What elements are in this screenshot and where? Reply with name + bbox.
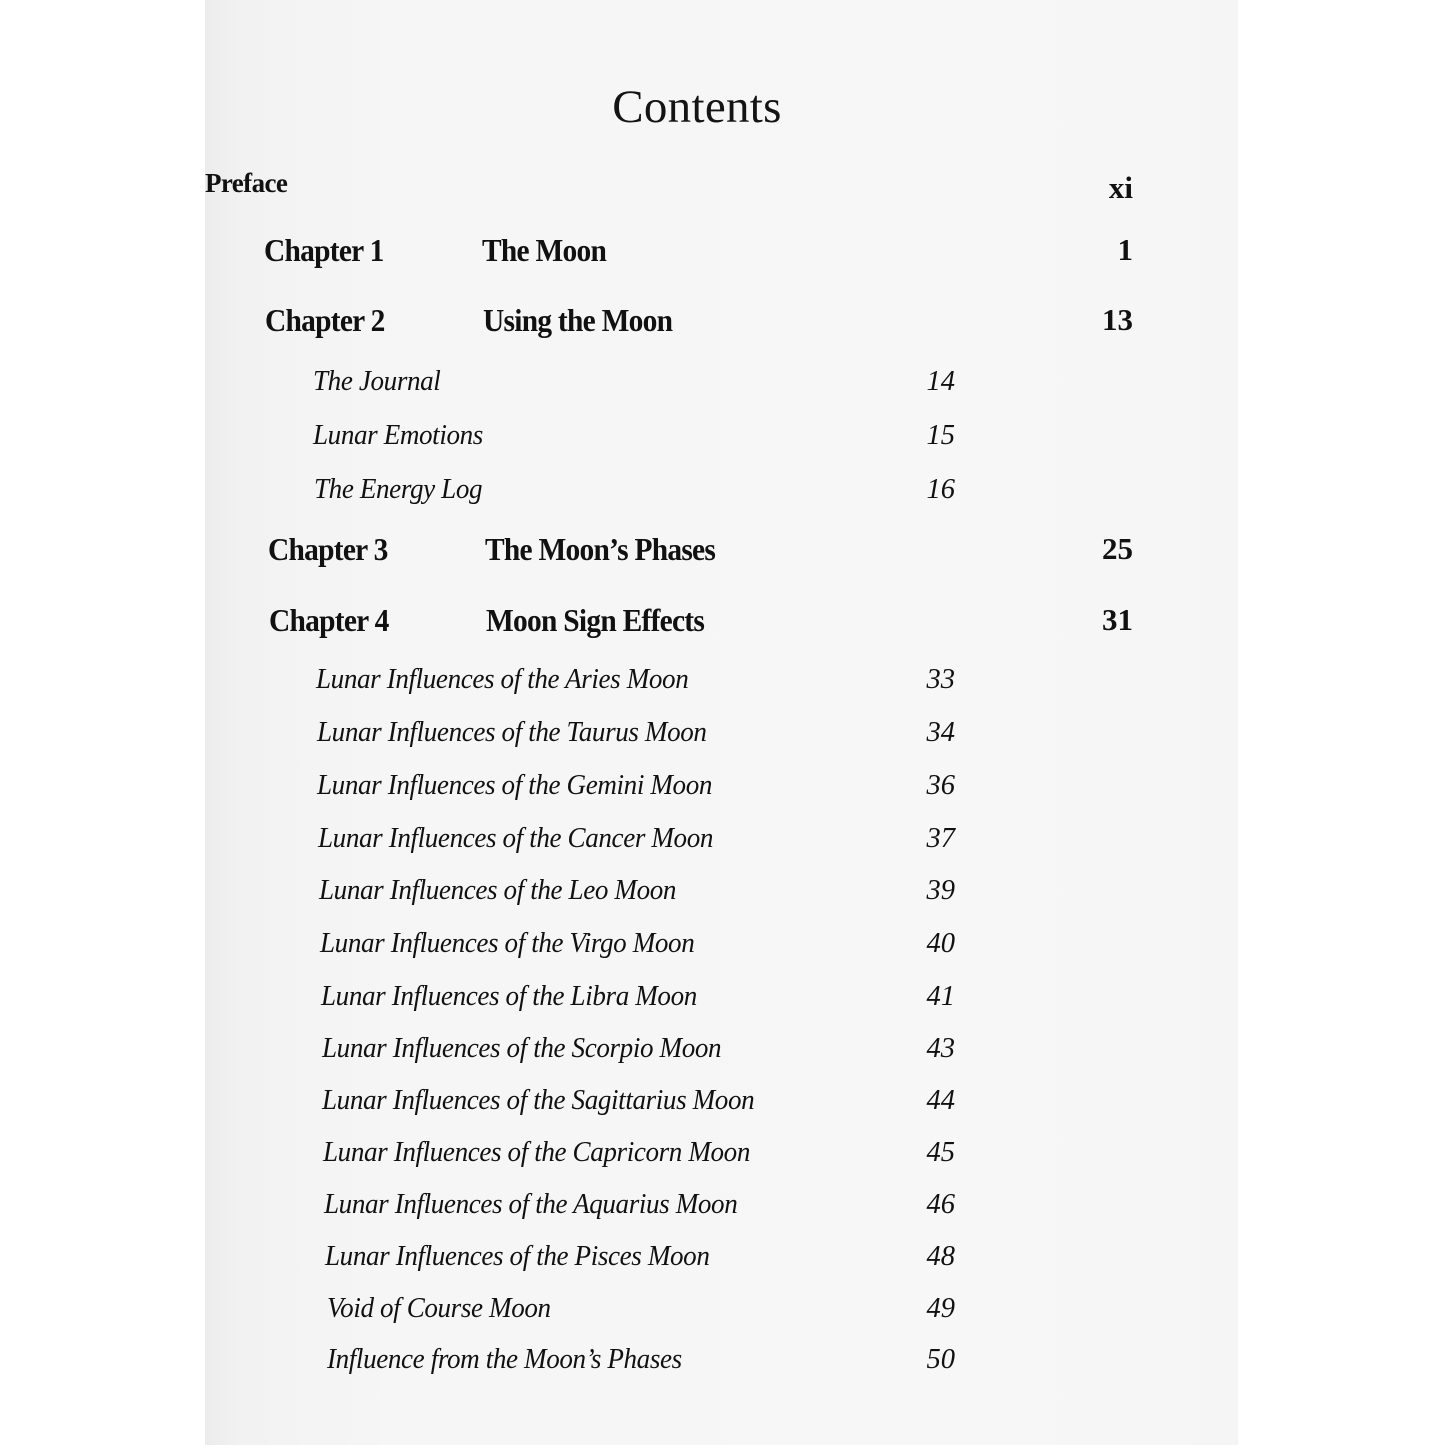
toc-section-entry[interactable]	[205, 1081, 1238, 1121]
section-title: Lunar Influences of the Aquarius Moon	[324, 1189, 738, 1220]
section-title: The Journal	[313, 366, 441, 397]
toc-section-entry[interactable]	[205, 871, 1238, 911]
section-page: 36	[926, 770, 955, 801]
section-title: Lunar Influences of the Pisces Moon	[325, 1241, 710, 1272]
toc-section-entry[interactable]	[205, 713, 1238, 753]
section-page: 43	[926, 1033, 955, 1064]
chapter-page: 31	[1102, 602, 1133, 637]
toc-preface-label: Preface	[205, 168, 288, 198]
section-page: 33	[926, 664, 955, 695]
chapter-title: Using the Moon	[483, 302, 673, 338]
toc-entry-chapter-3[interactable]	[205, 529, 1238, 569]
section-title: Lunar Emotions	[313, 420, 483, 451]
page-title: Contents	[612, 81, 782, 133]
chapter-page: 1	[1117, 232, 1133, 267]
chapter-label: Chapter 3	[268, 531, 388, 567]
section-page: 48	[926, 1241, 955, 1272]
toc-section-entry[interactable]	[205, 416, 1238, 456]
toc-section-entry[interactable]	[205, 977, 1238, 1017]
chapter-title: The Moon	[482, 232, 607, 268]
toc-section-entry[interactable]	[205, 362, 1238, 402]
toc-section-entry[interactable]	[205, 766, 1238, 806]
section-title: Lunar Influences of the Virgo Moon	[320, 928, 695, 959]
toc-section-entry[interactable]	[205, 1029, 1238, 1069]
toc-section-entry[interactable]	[205, 1289, 1238, 1329]
toc-section-entry[interactable]	[205, 924, 1238, 964]
toc-preface-page: xi	[1108, 170, 1133, 205]
section-page: 14	[926, 366, 955, 397]
section-page: 46	[926, 1189, 955, 1220]
chapter-label: Chapter 1	[264, 232, 384, 268]
toc-section-entry[interactable]	[205, 1340, 1238, 1380]
section-page: 15	[926, 420, 955, 451]
section-page: 44	[926, 1085, 955, 1116]
section-title: Lunar Influences of the Taurus Moon	[317, 717, 707, 748]
toc-section-entry[interactable]	[205, 1185, 1238, 1225]
section-title: The Energy Log	[314, 474, 483, 505]
section-page: 16	[926, 474, 955, 505]
chapter-page: 25	[1102, 531, 1133, 566]
section-title: Lunar Influences of the Scorpio Moon	[322, 1033, 722, 1064]
section-title: Lunar Influences of the Capricorn Moon	[323, 1137, 751, 1168]
section-page: 39	[926, 875, 955, 906]
toc-section-entry[interactable]	[205, 660, 1238, 700]
section-page: 40	[926, 928, 955, 959]
toc-section-entry[interactable]	[205, 1133, 1238, 1173]
chapter-title: Moon Sign Effects	[486, 602, 705, 638]
section-title: Influence from the Moon’s Phases	[327, 1344, 682, 1375]
section-title: Lunar Influences of the Sagittarius Moon	[322, 1085, 755, 1116]
section-page: 49	[926, 1293, 955, 1324]
section-page: 37	[926, 823, 955, 854]
section-title: Void of Course Moon	[327, 1293, 551, 1324]
section-page: 34	[926, 717, 955, 748]
section-page: 41	[926, 981, 955, 1012]
toc-entry-chapter-1[interactable]	[205, 230, 1238, 270]
chapter-page: 13	[1102, 302, 1133, 337]
section-title: Lunar Influences of the Gemini Moon	[317, 770, 713, 801]
section-title: Lunar Influences of the Aries Moon	[316, 664, 689, 695]
section-title: Lunar Influences of the Cancer Moon	[318, 823, 714, 854]
toc-entry-preface[interactable]	[205, 168, 1238, 208]
book-page	[205, 0, 1238, 1445]
chapter-label: Chapter 2	[265, 302, 385, 338]
section-title: Lunar Influences of the Libra Moon	[321, 981, 697, 1012]
section-title: Lunar Influences of the Leo Moon	[319, 875, 677, 906]
toc-section-entry[interactable]	[205, 470, 1238, 510]
toc-entry-chapter-2[interactable]	[205, 300, 1238, 340]
section-page: 45	[926, 1137, 955, 1168]
section-page: 50	[926, 1344, 955, 1375]
toc-section-entry[interactable]	[205, 819, 1238, 859]
chapter-label: Chapter 4	[269, 602, 389, 638]
toc-section-entry[interactable]	[205, 1237, 1238, 1277]
chapter-title: The Moon’s Phases	[485, 531, 716, 567]
toc-entry-chapter-4[interactable]	[205, 600, 1238, 640]
